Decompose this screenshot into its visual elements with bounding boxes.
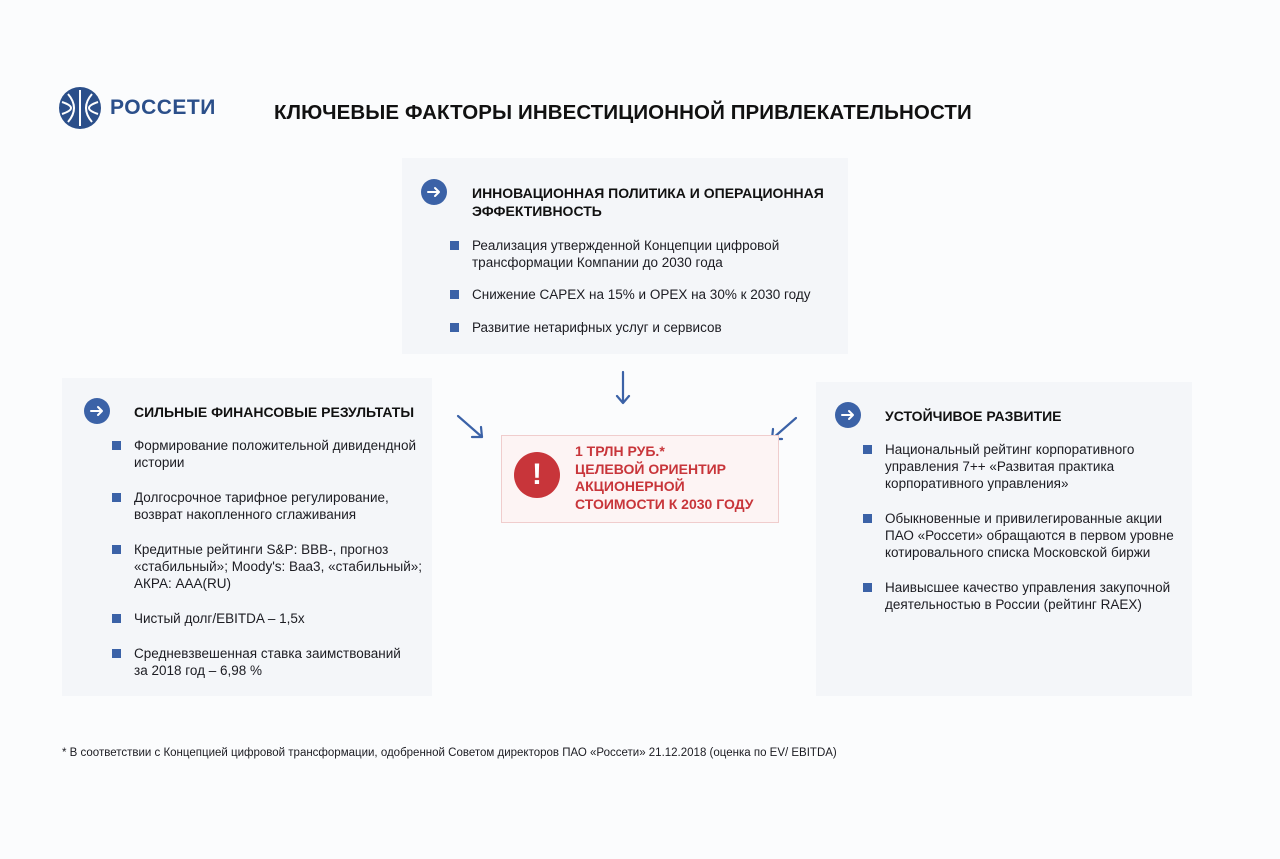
list-item: Наивысшее качество управления закупочной деятельностью в России (рейтинг RAEX) (861, 579, 1174, 613)
section-title-innovation: ИННОВАЦИОННАЯ ПОЛИТИКА И ОПЕРАЦИОННАЯ ЭФФЕКТИВНОСТЬ (472, 185, 824, 219)
list-item: Развитие нетарифных услуг и сервисов (448, 319, 811, 336)
sustainable-list (861, 441, 1174, 613)
innovation-list (448, 237, 811, 336)
company-logo (58, 86, 216, 130)
section-title-sustainable: УСТОЙЧИВОЕ РАЗВИТИЕ (885, 408, 1062, 424)
footnote: * В соответствии с Концепцией цифровой трансформации, одобренной Советом директоров ПАО «Россети» 21.12.2018 (оценка по EV/ EBITDA) (62, 747, 837, 759)
list-item: Кредитные рейтинги S&P: BBB-, прогноз «стабильный»; Moody's: Baa3, «стабильный»; АКРА: AAA(RU) (110, 541, 422, 592)
arrow-right-icon (421, 179, 447, 205)
financial-list (110, 437, 422, 679)
arrow-down-icon (612, 370, 634, 408)
list-item: Национальный рейтинг корпоративного управления 7++ «Развитая практика корпоративного управления» (861, 441, 1174, 492)
section-title-financial: СИЛЬНЫЕ ФИНАНСОВЫЕ РЕЗУЛЬТАТЫ (134, 404, 415, 420)
rosseti-emblem-icon (58, 86, 102, 130)
list-item: Чистый долг/EBITDA – 1,5x (110, 610, 422, 627)
arrow-down-right-icon (454, 412, 488, 442)
list-item: Долгосрочное тарифное регулирование, возврат накопленного сглаживания (110, 489, 422, 523)
list-item: Средневзвешенная ставка заимствований за 2018 год – 6,98 % (110, 645, 422, 679)
exclamation-icon: ! (514, 452, 560, 498)
target-text: 1 ТРЛН РУБ.* ЦЕЛЕВОЙ ОРИЕНТИР АКЦИОНЕРНОЙ СТОИМОСТИ К 2030 ГОДУ (575, 443, 754, 512)
list-item: Формирование положительной дивидендной истории (110, 437, 422, 471)
list-item: Обыкновенные и привилегированные акции ПАО «Россети» обращаются в первом уровне котировального списка Московской биржи (861, 510, 1174, 561)
list-item: Снижение CAPEX на 15% и OPEX на 30% к 2030 году (448, 286, 811, 303)
arrow-right-icon (835, 402, 861, 428)
arrow-right-icon (84, 398, 110, 424)
page-title: КЛЮЧЕВЫЕ ФАКТОРЫ ИНВЕСТИЦИОННОЙ ПРИВЛЕКАТЕЛЬНОСТИ (274, 101, 972, 124)
list-item: Реализация утвержденной Концепции цифровой трансформации Компании до 2030 года (448, 237, 811, 271)
logo-text: РОССЕТИ (110, 96, 216, 119)
